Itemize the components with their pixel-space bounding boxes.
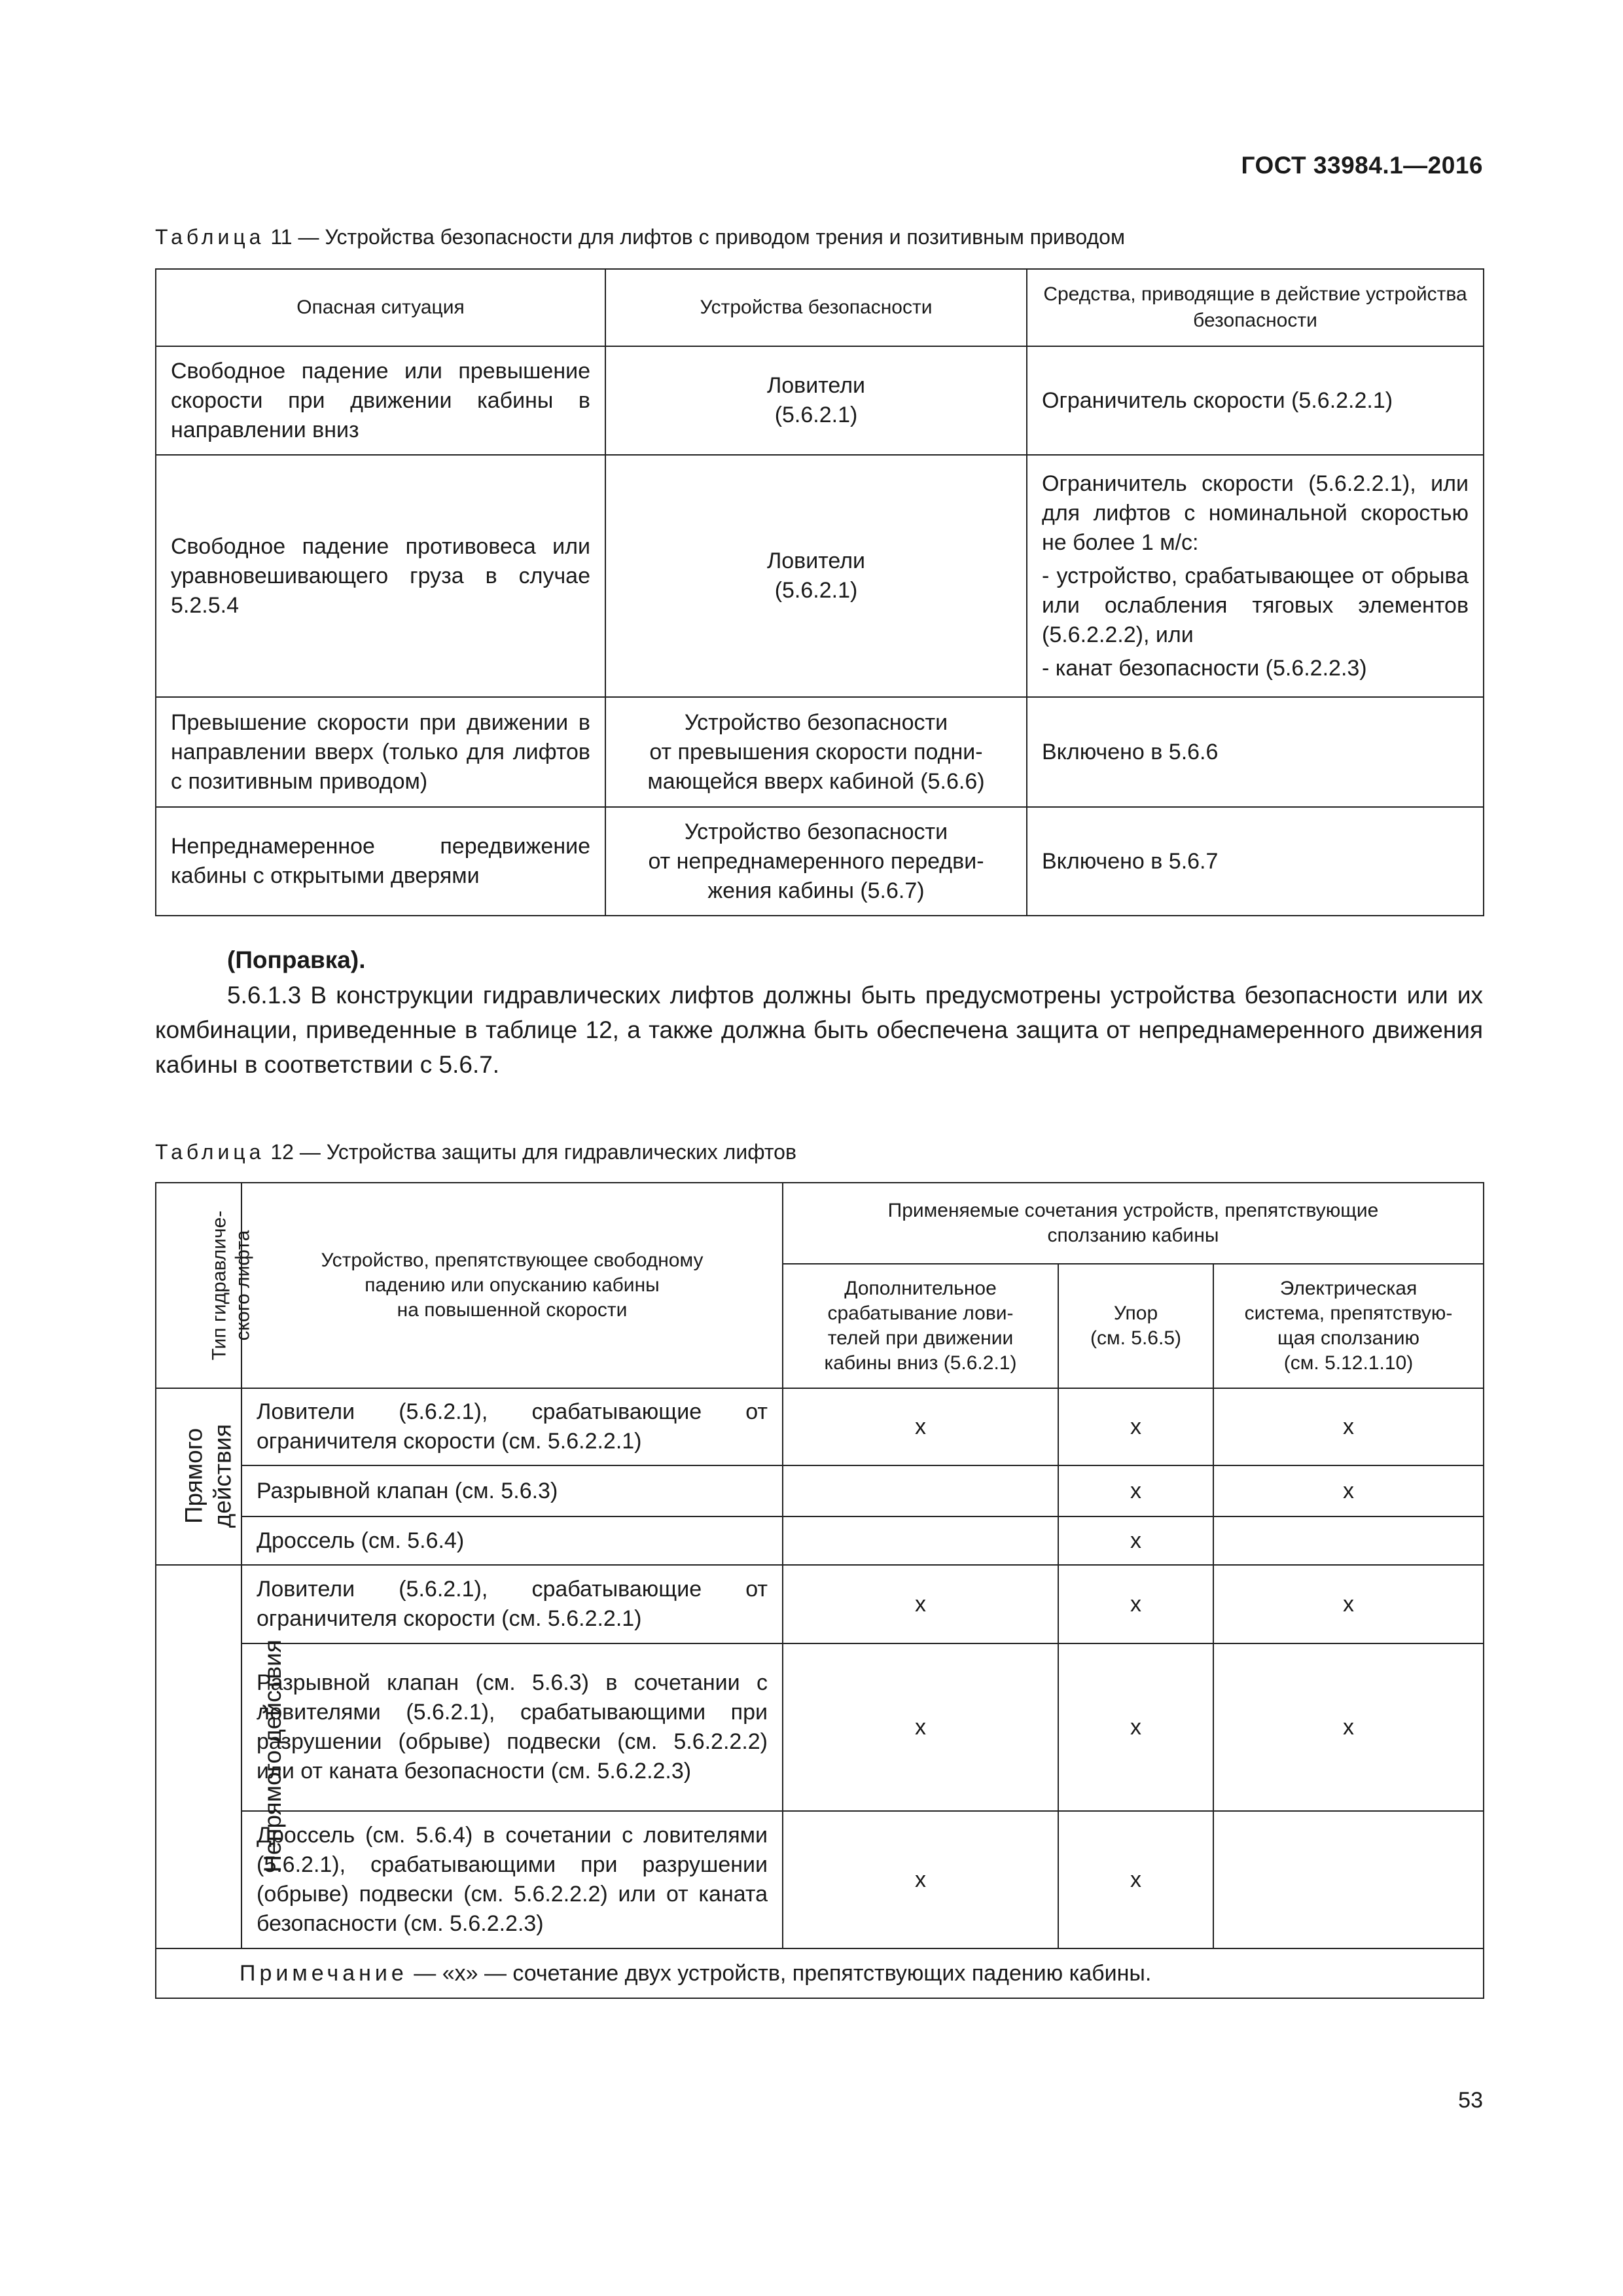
- means-cell: [1027, 697, 1484, 807]
- table12-caption: [155, 1140, 796, 1164]
- device-cell: [605, 455, 1027, 697]
- table-row: [156, 807, 1484, 916]
- table-row: [156, 1565, 1484, 1643]
- header-col-line: система, препятствую-: [1244, 1302, 1453, 1324]
- device-line: Устройство безопасности: [684, 709, 948, 735]
- amendment-note: (Поправка).: [227, 946, 366, 973]
- table11-header-row: [156, 269, 1484, 346]
- header-device-line: на повышенной скорости: [397, 1299, 628, 1321]
- table11-caption: [155, 225, 1125, 249]
- table12-caption-prefix: Таблица: [155, 1140, 265, 1164]
- mark-cell: x: [783, 1811, 1058, 1948]
- group-label-indirect: [156, 1565, 286, 1948]
- means-cell: [1027, 807, 1484, 916]
- table-row: [156, 455, 1484, 697]
- situation-cell: Свободное падение или превышение скорости при движении кабины в направлении вниз: [156, 346, 605, 455]
- note-prefix: Примечание: [240, 1960, 408, 1986]
- device-line: жения кабины (5.6.7): [707, 878, 925, 903]
- situation-cell: Непреднамеренное передвижение кабины с открытыми дверями: [156, 807, 605, 916]
- device-line: Ловители: [766, 548, 866, 573]
- table12-header-stop: [1058, 1264, 1213, 1388]
- table11-header-device: Устройства безопасности: [605, 269, 1027, 346]
- table-row: [156, 1465, 1484, 1516]
- document-code: ГОСТ 33984.1—2016: [1241, 152, 1483, 179]
- header-group-line: сползанию кабины: [1047, 1225, 1219, 1246]
- means-line: Ограничитель скорости (5.6.2.2.1), или для лифтов с номинальной скоростью не более 1 м/с:: [1042, 471, 1469, 555]
- header-col-line: срабатывание лови-: [827, 1302, 1014, 1324]
- device-cell: Ловители (5.6.2.1), срабатывающие от ограничителя скорости (см. 5.6.2.2.1): [241, 1388, 783, 1465]
- group-label-text: [179, 1424, 237, 1528]
- table-row: [156, 1516, 1484, 1565]
- means-line: Включено в 5.6.7: [1042, 848, 1219, 874]
- group-label-line: Прямого: [180, 1427, 207, 1524]
- table12-header-group: [783, 1183, 1484, 1264]
- device-cell: Дроссель (см. 5.6.4) в сочетании с ловителями (5.6.2.1), срабатывающими при разрушении (обрыве) подвески (см. 5.6.2.2.2) или от каната безопасности (см. 5.6.2.2.3): [241, 1811, 783, 1948]
- header-col-line: Упор: [1113, 1302, 1158, 1324]
- situation-cell: Свободное падение противовеса или уравновешивающего груза в случае 5.2.5.4: [156, 455, 605, 697]
- means-line: - устройство, срабатывающее от обрыва или ослабления тяговых элементов (5.6.2.2.2), или: [1042, 563, 1469, 647]
- mark-cell: x: [1058, 1465, 1213, 1516]
- table-row: [156, 346, 1484, 455]
- table-row: [156, 1643, 1484, 1811]
- mark-cell: x: [1213, 1465, 1484, 1516]
- paragraph-5-6-1-3: 5.6.1.3 В конструкции гидравлических лифтов должны быть предусмотрены устройства безопасности или их комбинации, приведенные в таблице 12, а также должна быть обеспечена защита от непреднамеренного движения кабины в соответствии с 5.6.7.: [155, 982, 1483, 1078]
- header-device-line: Устройство, препятствующее свободному: [321, 1249, 704, 1271]
- table12-header-catchers: [783, 1264, 1058, 1388]
- table-11: [155, 268, 1484, 916]
- mark-cell: [783, 1465, 1058, 1516]
- device-cell: [605, 346, 1027, 455]
- device-line: от непреднамеренного передви-: [648, 848, 984, 874]
- header-col-line: щая сползанию: [1277, 1327, 1419, 1349]
- mark-cell: x: [783, 1565, 1058, 1643]
- device-line: мающейся вверх кабиной (5.6.6): [647, 768, 985, 794]
- device-line: (5.6.2.1): [774, 578, 858, 603]
- header-type-line: ского лифта: [232, 1230, 254, 1340]
- mark-cell: x: [1058, 1388, 1213, 1465]
- table-12: [155, 1182, 1484, 1999]
- mark-cell: x: [1213, 1643, 1484, 1811]
- header-col-line: (см. 5.6.5): [1090, 1327, 1181, 1349]
- header-type-text: [207, 1210, 255, 1360]
- group-label-line: Непрямого действия: [259, 1640, 286, 1873]
- mark-cell: x: [1058, 1516, 1213, 1565]
- group-label-line: действия: [209, 1424, 236, 1528]
- device-cell: Разрывной клапан (см. 5.6.3) в сочетании с ловителями (5.6.2.1), срабатывающими при разрушении (обрыве) подвески (см. 5.6.2.2.2) или от каната безопасности (см. 5.6.2.2.3): [241, 1643, 783, 1811]
- group-label-direct: [156, 1388, 241, 1565]
- table11-header-situation: Опасная ситуация: [156, 269, 605, 346]
- mark-cell: [1213, 1516, 1484, 1565]
- device-cell: Разрывной клапан (см. 5.6.3): [241, 1465, 783, 1516]
- header-col-line: телей при движении: [827, 1327, 1014, 1349]
- table12-note-row: [156, 1948, 1484, 1998]
- table11-caption-text: 11 — Устройства безопасности для лифтов с приводом трения и позитивным приводом: [264, 225, 1125, 249]
- means-line: Включено в 5.6.6: [1042, 739, 1219, 764]
- means-line: Ограничитель скорости (5.6.2.2.1): [1042, 387, 1393, 413]
- mark-cell: x: [1058, 1565, 1213, 1643]
- device-line: Ловители: [766, 373, 866, 398]
- mark-cell: x: [783, 1643, 1058, 1811]
- device-cell: Дроссель (см. 5.6.4): [241, 1516, 783, 1565]
- table12-header-type: [156, 1183, 254, 1388]
- means-cell: [1027, 455, 1484, 697]
- header-col-line: кабины вниз (5.6.2.1): [824, 1352, 1017, 1374]
- header-col-line: Электрическая: [1279, 1278, 1418, 1299]
- page-number: 53: [1458, 2088, 1483, 2113]
- table-row: [156, 1388, 1484, 1465]
- mark-cell: x: [1213, 1565, 1484, 1643]
- table-row: [156, 1811, 1484, 1948]
- situation-cell: Превышение скорости при движении в направлении вверх (только для лифтов с позитивным приводом): [156, 697, 605, 807]
- mark-cell: x: [1058, 1643, 1213, 1811]
- mark-cell: x: [1058, 1811, 1213, 1948]
- table-row: [156, 697, 1484, 807]
- header-col-line: (см. 5.12.1.10): [1283, 1352, 1414, 1374]
- header-group-line: Применяемые сочетания устройств, препятствующие: [887, 1200, 1379, 1221]
- group-label-text: [259, 1640, 287, 1873]
- device-cell: [605, 807, 1027, 916]
- means-line: - канат безопасности (5.6.2.2.3): [1042, 655, 1367, 681]
- table12-caption-text: 12 — Устройства защиты для гидравлических лифтов: [264, 1140, 796, 1164]
- mark-cell: x: [783, 1388, 1058, 1465]
- device-line: (5.6.2.1): [774, 403, 858, 427]
- table12-note: [156, 1948, 1484, 1998]
- mark-cell: [783, 1516, 1058, 1565]
- header-type-line: Тип гидравличе-: [208, 1210, 230, 1360]
- table12-header-electric: [1213, 1264, 1484, 1388]
- device-cell: [605, 697, 1027, 807]
- header-device-line: падению или опусканию кабины: [365, 1274, 660, 1296]
- mark-cell: [1213, 1811, 1484, 1948]
- table11-header-means: Средства, приводящие в действие устройства безопасности: [1027, 269, 1484, 346]
- header-col-line: Дополнительное: [844, 1278, 997, 1299]
- table12-header-device: [241, 1183, 783, 1388]
- device-line: от превышения скорости подни-: [649, 739, 983, 764]
- note-text: — «х» — сочетание двух устройств, препятствующих падению кабины.: [407, 1960, 1152, 1986]
- table11-caption-prefix: Таблица: [155, 225, 265, 249]
- device-line: Устройство безопасности: [684, 819, 948, 844]
- means-cell: [1027, 346, 1484, 455]
- device-cell: Ловители (5.6.2.1), срабатывающие от ограничителя скорости (см. 5.6.2.2.1): [241, 1565, 783, 1643]
- mark-cell: x: [1213, 1388, 1484, 1465]
- table12-header-row: [156, 1183, 1484, 1264]
